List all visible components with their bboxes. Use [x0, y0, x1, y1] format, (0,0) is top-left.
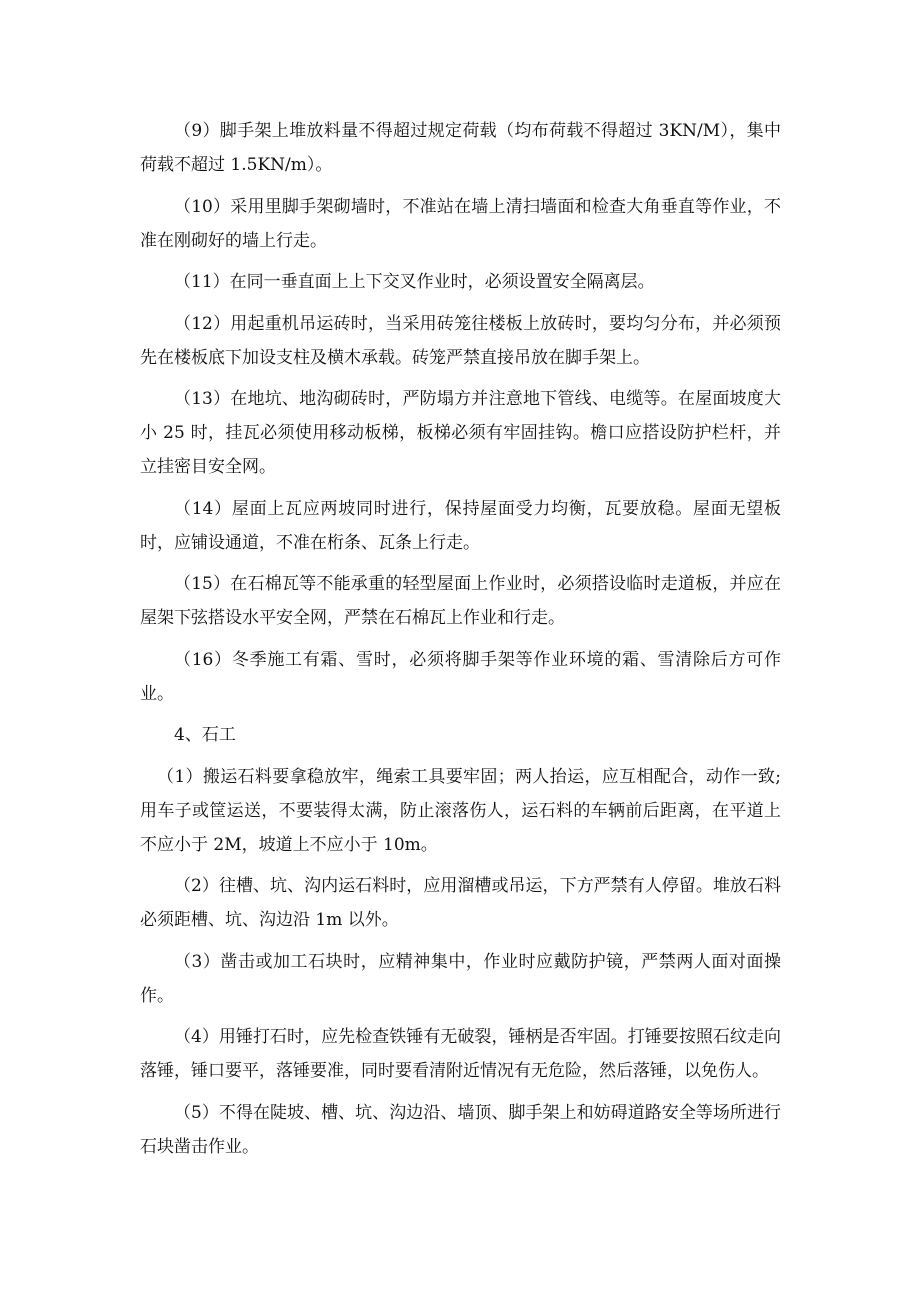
- paragraph-9: （9）脚手架上堆放料量不得超过规定荷载（均布荷载不得超过 3KN/M），集中荷载不超过 1.5KN/m）。: [140, 121, 781, 175]
- section-heading-stonework: 4、石工: [174, 725, 236, 745]
- paragraph-10: （10）采用里脚手架砌墙时，不准站在墙上清扫墙面和检查大角垂直等作业，不准在刚砌好的墙上行走。: [140, 196, 781, 251]
- paragraph-14: （14）屋面上瓦应两坡同时进行，保持屋面受力均衡，瓦要放稳。屋面无望板时，应铺设通道，不准在桁条、瓦条上行走。: [140, 498, 781, 553]
- document-page: [140, 114, 781, 1171]
- stone-paragraph-1: （1）搬运石料要拿稳放牢，绳索工具要牢固；两人抬运，应互相配合，动作一致; 用车子或筐运送，不要装得太满，防止滚落伤人，运石料的车辆前后距离，在平道上不应小于 2M，坡道上不应小于 10m。: [140, 766, 781, 855]
- paragraph-13: （13）在地坑、地沟砌砖时，严防塌方并注意地下管线、电缆等。在屋面坡度大小 25 时，挂瓦必须使用移动板梯，板梯必须有牢固挂钩。檐口应搭设防护栏杆，并立挂密目安全网。: [140, 389, 781, 477]
- paragraph-15: （15）在石棉瓦等不能承重的轻型屋面上作业时，必须搭设临时走道板，并应在屋架下弦搭设水平安全网，严禁在石棉瓦上作业和行走。: [140, 574, 781, 628]
- stone-paragraph-4: （4）用锤打石时，应先检查铁锤有无破裂，锤柄是否牢固。打锤要按照石纹走向落锤，锤口要平，落锤要准，同时要看清附近情况有无危险，然后落锤，以免伤人。: [140, 1027, 781, 1081]
- stone-paragraph-5: （5）不得在陡坡、槽、坑、沟边沿、墙顶、脚手架上和妨碍道路安全等场所进行石块凿击作业。: [140, 1102, 781, 1157]
- stone-paragraph-3: （3）凿击或加工石块时，应精神集中，作业时应戴防护镜，严禁两人面对面操作。: [140, 951, 781, 1006]
- stone-paragraph-2: （2）往槽、坑、沟内运石料时，应用溜槽或吊运，下方严禁有人停留。堆放石料必须距槽、坑、沟边沿 1m 以外。: [140, 876, 781, 930]
- paragraph-16: （16）冬季施工有霜、雪时，必须将脚手架等作业环境的霜、雪清除后方可作业。: [140, 649, 781, 704]
- paragraph-12: （12）用起重机吊运砖时，当采用砖笼往楼板上放砖时，要均匀分布，并必须预先在楼板底下加设支柱及横木承载。砖笼严禁直接吊放在脚手架上。: [140, 313, 781, 368]
- paragraph-11: （11）在同一垂直面上上下交叉作业时，必须设置安全隔离层。: [174, 272, 655, 292]
